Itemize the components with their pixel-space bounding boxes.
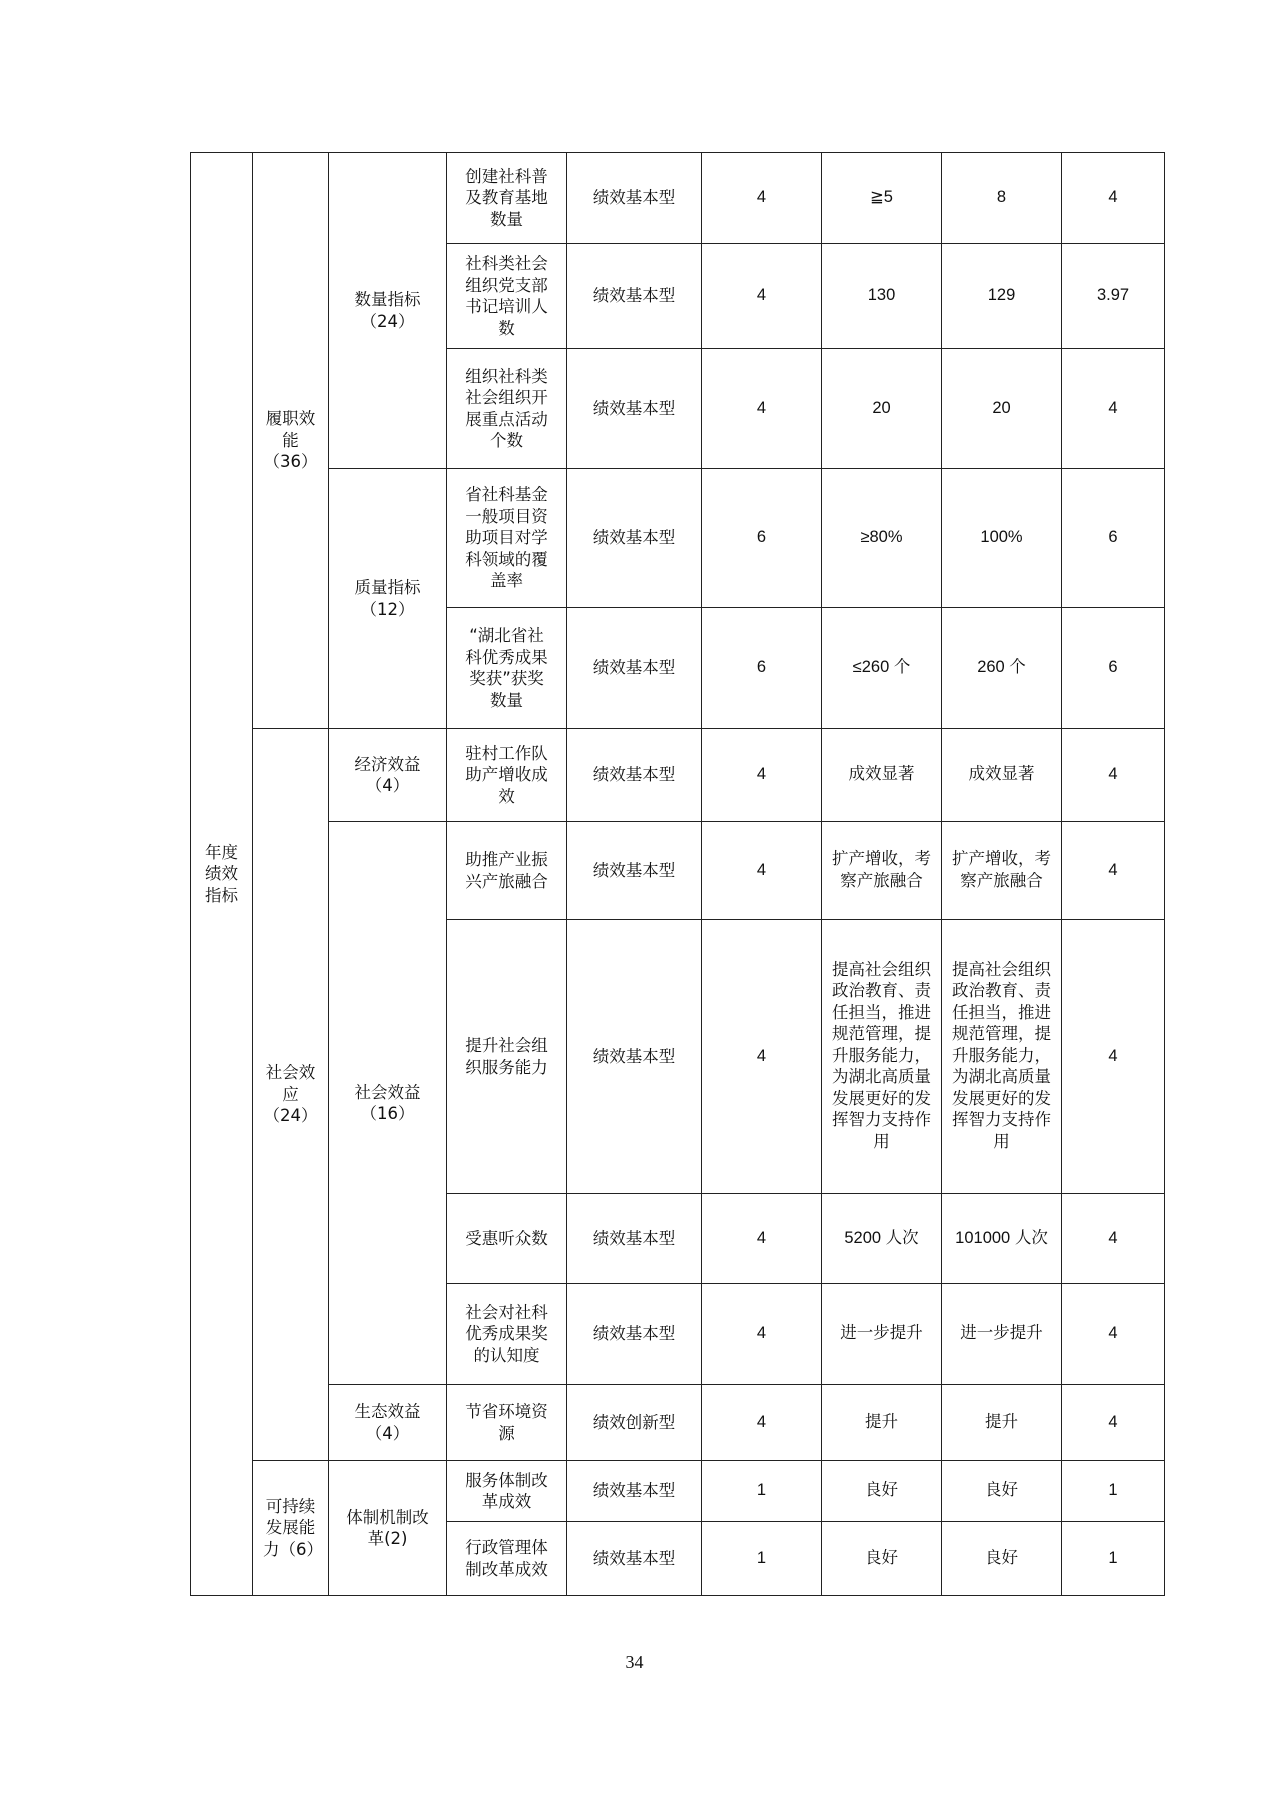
type-cell: 绩效基本型 xyxy=(567,920,702,1194)
target-cell: ≧5 xyxy=(822,153,942,244)
indicator-cell: 提升社会组织服务能力 xyxy=(447,920,567,1194)
subgroup-cell-shengtai: 生态效益（4） xyxy=(329,1385,447,1461)
type-cell: 绩效基本型 xyxy=(567,1194,702,1284)
target-cell: 20 xyxy=(822,349,942,469)
table-row xyxy=(191,469,1165,608)
indicator-cell: 受惠听众数 xyxy=(447,1194,567,1284)
weight-cell: 4 xyxy=(702,1194,822,1284)
score-cell: 4 xyxy=(1062,729,1165,822)
weight-cell: 4 xyxy=(702,920,822,1194)
page-number: 34 xyxy=(625,1652,644,1672)
target-cell: 良好 xyxy=(822,1522,942,1596)
group-cell-shehui: 社会效应（24） xyxy=(253,729,329,1461)
actual-cell: 提高社会组织政治教育、责任担当，推进规范管理，提升服务能力，为湖北高质量发展更好的发挥智力支持作用 xyxy=(942,920,1062,1194)
indicator-cell: 助推产业振兴产旅融合 xyxy=(447,822,567,920)
subgroup-cell-zhiliang: 质量指标（12） xyxy=(329,469,447,729)
weight-cell: 1 xyxy=(702,1461,822,1522)
type-cell: 绩效创新型 xyxy=(567,1385,702,1461)
actual-cell: 良好 xyxy=(942,1522,1062,1596)
actual-cell: 129 xyxy=(942,244,1062,349)
actual-cell: 提升 xyxy=(942,1385,1062,1461)
table-row xyxy=(191,822,1165,920)
type-cell: 绩效基本型 xyxy=(567,469,702,608)
weight-cell: 4 xyxy=(702,1385,822,1461)
type-cell: 绩效基本型 xyxy=(567,153,702,244)
score-cell: 4 xyxy=(1062,822,1165,920)
indicator-cell: 创建社科普及教育基地数量 xyxy=(447,153,567,244)
target-cell: 提高社会组织政治教育、责任担当，推进规范管理，提升服务能力，为湖北高质量发展更好的发挥智力支持作用 xyxy=(822,920,942,1194)
score-cell: 3.97 xyxy=(1062,244,1165,349)
type-cell: 绩效基本型 xyxy=(567,608,702,729)
score-cell: 4 xyxy=(1062,349,1165,469)
indicator-cell: 行政管理体制改革成效 xyxy=(447,1522,567,1596)
actual-cell: 成效显著 xyxy=(942,729,1062,822)
indicator-cell: 驻村工作队助产增收成效 xyxy=(447,729,567,822)
target-cell: 进一步提升 xyxy=(822,1284,942,1385)
indicator-cell: 社科类社会组织党支部书记培训人数 xyxy=(447,244,567,349)
indicator-cell: 服务体制改革成效 xyxy=(447,1461,567,1522)
subgroup-cell-shuliang: 数量指标（24） xyxy=(329,153,447,469)
performance-indicator-table xyxy=(190,152,1165,1596)
target-cell: ≥80% xyxy=(822,469,942,608)
indicator-cell: 省社科基金一般项目资助项目对学科领域的覆盖率 xyxy=(447,469,567,608)
actual-cell: 260 个 xyxy=(942,608,1062,729)
weight-cell: 4 xyxy=(702,1284,822,1385)
weight-cell: 4 xyxy=(702,244,822,349)
type-cell: 绩效基本型 xyxy=(567,1461,702,1522)
table-row xyxy=(191,1461,1165,1522)
type-cell: 绩效基本型 xyxy=(567,729,702,822)
score-cell: 6 xyxy=(1062,469,1165,608)
weight-cell: 4 xyxy=(702,153,822,244)
subgroup-cell-shehuixiaoyi: 社会效益（16） xyxy=(329,822,447,1385)
actual-cell: 良好 xyxy=(942,1461,1062,1522)
score-cell: 1 xyxy=(1062,1522,1165,1596)
table-row xyxy=(191,153,1165,244)
score-cell: 4 xyxy=(1062,153,1165,244)
indicator-cell: “湖北省社科优秀成果奖获”获奖数量 xyxy=(447,608,567,729)
actual-cell: 进一步提升 xyxy=(942,1284,1062,1385)
actual-cell: 20 xyxy=(942,349,1062,469)
indicator-cell: 组织社科类社会组织开展重点活动个数 xyxy=(447,349,567,469)
subgroup-cell-jingji: 经济效益（4） xyxy=(329,729,447,822)
actual-cell: 101000 人次 xyxy=(942,1194,1062,1284)
actual-cell: 扩产增收，考察产旅融合 xyxy=(942,822,1062,920)
type-cell: 绩效基本型 xyxy=(567,1522,702,1596)
score-cell: 6 xyxy=(1062,608,1165,729)
score-cell: 4 xyxy=(1062,920,1165,1194)
weight-cell: 4 xyxy=(702,349,822,469)
score-cell: 1 xyxy=(1062,1461,1165,1522)
actual-cell: 100% xyxy=(942,469,1062,608)
target-cell: 5200 人次 xyxy=(822,1194,942,1284)
indicator-cell: 节省环境资源 xyxy=(447,1385,567,1461)
actual-cell: 8 xyxy=(942,153,1062,244)
type-cell: 绩效基本型 xyxy=(567,1284,702,1385)
score-cell: 4 xyxy=(1062,1194,1165,1284)
type-cell: 绩效基本型 xyxy=(567,244,702,349)
type-cell: 绩效基本型 xyxy=(567,349,702,469)
table-row xyxy=(191,1385,1165,1461)
subgroup-cell-tizhi: 体制机制改革(2) xyxy=(329,1461,447,1596)
weight-cell: 1 xyxy=(702,1522,822,1596)
target-cell: ≤260 个 xyxy=(822,608,942,729)
weight-cell: 6 xyxy=(702,608,822,729)
target-cell: 130 xyxy=(822,244,942,349)
target-cell: 提升 xyxy=(822,1385,942,1461)
group-cell-kechixu: 可持续发展能力（6） xyxy=(253,1461,329,1596)
table-row xyxy=(191,729,1165,822)
type-cell: 绩效基本型 xyxy=(567,822,702,920)
weight-cell: 4 xyxy=(702,822,822,920)
target-cell: 扩产增收，考察产旅融合 xyxy=(822,822,942,920)
group-cell-lvzhi: 履职效能（36） xyxy=(253,153,329,729)
indicator-cell: 社会对社科优秀成果奖的认知度 xyxy=(447,1284,567,1385)
level1-cell: 年度绩效指标 xyxy=(191,153,253,1596)
score-cell: 4 xyxy=(1062,1284,1165,1385)
target-cell: 成效显著 xyxy=(822,729,942,822)
score-cell: 4 xyxy=(1062,1385,1165,1461)
weight-cell: 6 xyxy=(702,469,822,608)
target-cell: 良好 xyxy=(822,1461,942,1522)
weight-cell: 4 xyxy=(702,729,822,822)
